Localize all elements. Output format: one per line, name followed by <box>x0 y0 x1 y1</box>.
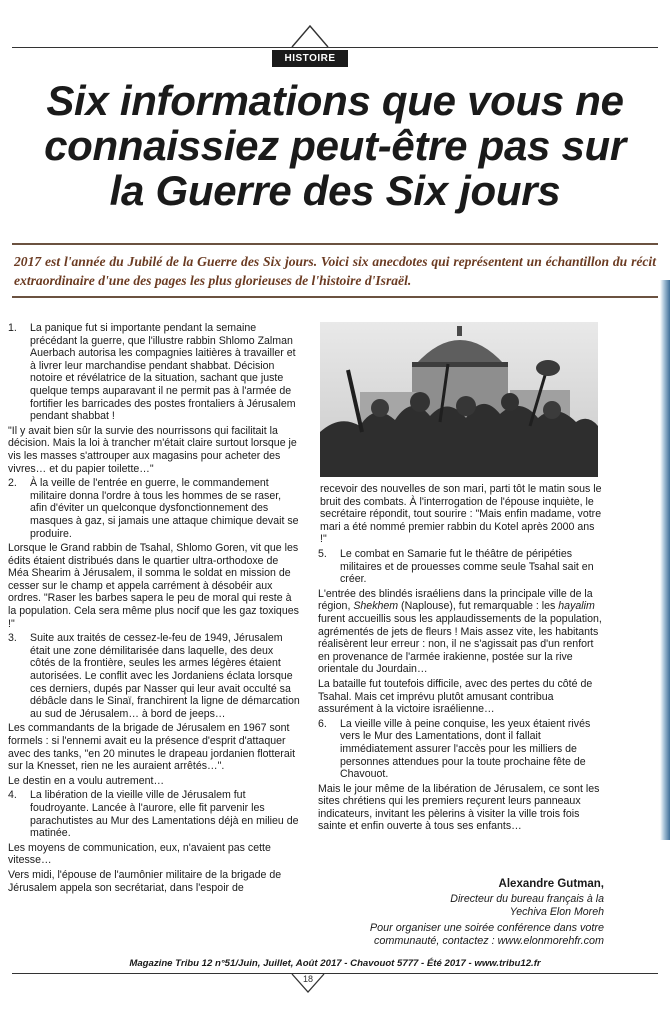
promo-line-2: communauté, contactez : www.elonmorehfr.com <box>373 935 604 947</box>
text-run: (Naplouse), fut remarquable : les <box>398 600 559 613</box>
footer-rule <box>12 973 658 974</box>
body-paragraph: Le destin en a voulu autrement… <box>8 774 165 787</box>
soldiers-dome-illustration <box>320 322 598 477</box>
anecdote-4 <box>8 789 300 839</box>
anecdote-3 <box>8 632 300 720</box>
promo-line-1: Pour organiser une soirée conférence dans votre <box>369 922 604 934</box>
text-run: furent accueillis sous les applaudissements de la population, agrémentés de jets de fleurs ! Mais assez vite, les habitants réalisèrent leur erreur : non, il ne s'agissait pas d'un renfort en provenance de l'armée irakienne, postée sur la rive orientale du Jourdain… <box>318 612 602 676</box>
anecdote-number: 5. <box>318 548 327 560</box>
author-role-line-1: Directeur du bureau français à la <box>450 893 604 905</box>
place-name: Shekhem <box>353 600 399 613</box>
anecdote-1 <box>8 322 300 423</box>
page-edge-decoration <box>660 280 670 840</box>
right-column-continuation: recevoir des nouvelles de son mari, parti tôt le matin sous le bruit des combats. À l'interrogation de l'épouse inquiète, le secrétaire répondit, tout sourire : "Mais enfin madame, votre mari a été nommé premier rabbin du Kotel après 2000 ans !" <box>320 483 602 546</box>
body-paragraph <box>318 588 604 676</box>
historical-photo <box>320 322 598 477</box>
anecdote-text: La libération de la vieille ville de Jérusalem fut foudroyante. Lancée à l'aurore, elle fit parvenir les parachutistes au Mur des Lamentations déjà en milieu de matinée. <box>30 789 299 840</box>
anecdote-number: 6. <box>318 717 327 730</box>
headline <box>10 78 660 213</box>
author-name: Alexandre Gutman, <box>498 878 604 890</box>
body-paragraph: Vers midi, l'épouse de l'aumônier militaire de la brigade de Jérusalem appela son secrétariat, dans l'espoir de <box>8 868 282 894</box>
headline-line-3: la Guerre des Six jours <box>109 167 561 214</box>
body-paragraph: Mais le jour même de la libération de Jérusalem, ce sont les sites chrétiens qui les premiers reçurent leurs panneaux indicateurs, invitant les pèlerins à visiter la ville trois fois sainte et enfin ouverte à tous ses enfants… <box>318 782 600 833</box>
anecdote-number: 3. <box>8 632 17 645</box>
body-paragraph: Lorsque le Grand rabbin de Tsahal, Shlomo Goren, vit que les édits étaient distribués dans le quartier ultra-orthodoxe de Méa Shearim à Jérusalem, il somma le soldat en mission de cesser sur le champ et appela carrément à désobéir aux ordres. "Raser les barbes sapera le peu de moral qui reste à la population. Cela sera même plus nocif que les gaz toxiques !" <box>8 542 299 630</box>
quote-paragraph: "Il y avait bien sûr la survie des nourrissons qui facilitait la décision. Mais la loi à trancher m'était claire surtout lorsque je vis les masses s'attrouper aux magasins pour acheter des vivres… et du papier toilette…" <box>8 424 297 475</box>
body-paragraph: Les moyens de communication, eux, n'avaient pas cette vitesse… <box>8 841 271 867</box>
intro-rule-top <box>12 243 658 245</box>
anecdote-text: À la veille de l'entrée en guerre, le commandement militaire donna l'ordre à tous les hommes de se raser, afin d'éviter un quelconque dysfonctionnement des masques à gaz, si jamais une attaque chimique devait se produire. <box>30 477 299 540</box>
text-run: L'entrée des blindés israéliens dans la principale ville de la région, <box>318 587 593 613</box>
body-paragraph: Les commandants de la brigade de Jérusalem en 1967 sont formels : si l'ennemi avait eu la présence d'esprit d'attaquer avec des tanks, "en 20 minutes le drapeau jordanien flotterait sur la Knesset, rien ne les auraient arrêtés…". <box>8 722 296 773</box>
right-column <box>318 548 604 835</box>
anecdote-text: La vieille ville à peine conquise, les yeux étaient rivés vers le Mur des Lamentations, dont il fallait immédiatement assurer l'accès pour les milliers de personnes attendues pour la toute prochaine fête de Chavouot. <box>340 717 591 781</box>
header-triangle-ornament <box>290 24 330 48</box>
promo-text <box>320 922 604 948</box>
footer-credit: Magazine Tribu 12 n°51/Juin, Juillet, Août 2017 - Chavouot 5777 - Été 2017 - www.tribu12.fr <box>129 958 541 969</box>
header-rule <box>12 47 658 48</box>
body-paragraph: La bataille fut toutefois difficile, avec des pertes du côté de Tsahal. Mais cet imprévu plutôt amusant contribua assurément à la victoire israélienne… <box>318 677 593 716</box>
headline-line-2: connaissiez peut-être pas sur <box>44 122 626 169</box>
anecdote-text: La panique fut si importante pendant la semaine précédant la guerre, que l'illustre rabbin Shlomo Zalman Auerbach autorisa les compagnies laitières à travailler et à livrer leur marchandise pendant shabbat. Décision notoire et révélatrice de la situation, sachant que juste quelque temps auparavant il ne permit pas à l'armée de fortifier les barricades des postes frontaliers à Jérusalem pendant shabbat ! <box>30 322 296 423</box>
anecdote-5 <box>318 548 604 586</box>
page-number: 18 <box>302 974 313 984</box>
author-role-line-2: Yechiva Elon Moreh <box>509 906 604 918</box>
hebrew-term: hayalim <box>558 600 595 613</box>
anecdote-number: 4. <box>8 789 17 802</box>
anecdote-number: 2. <box>8 477 17 490</box>
anecdote-2 <box>8 477 300 540</box>
anecdote-number: 1. <box>8 322 17 334</box>
anecdote-6 <box>318 718 604 781</box>
headline-line-1: Six informations que vous ne <box>46 77 624 124</box>
section-tag: HISTOIRE <box>272 50 348 67</box>
anecdote-text: Le combat en Samarie fut le théâtre de péripéties militaires et de prouesses comme seule Tsahal sait en créer. <box>340 548 594 586</box>
intro-rule-bottom <box>12 296 658 298</box>
intro-paragraph: 2017 est l'année du Jubilé de la Guerre des Six jours. Voici six anecdotes qui représentent un échantillon du récit extraordinaire d'une des pages les plus glorieuses de l'histoire d'Israël. <box>14 254 656 288</box>
anecdote-text: Suite aux traités de cessez-le-feu de 1949, Jérusalem était une zone démilitarisée dans laquelle, des deux côtés de la frontière, seules les armes légères étaient autorisées. Le conflit avec les Jordaniens éclata lorsque ces derniers, dupés par Nasser qui leur avait occulté sa débâcle dans le Sinaï, franchirent la ligne de démarcation au sud de Jérusalem… à bord de jeeps… <box>30 632 300 720</box>
left-column <box>8 322 300 896</box>
